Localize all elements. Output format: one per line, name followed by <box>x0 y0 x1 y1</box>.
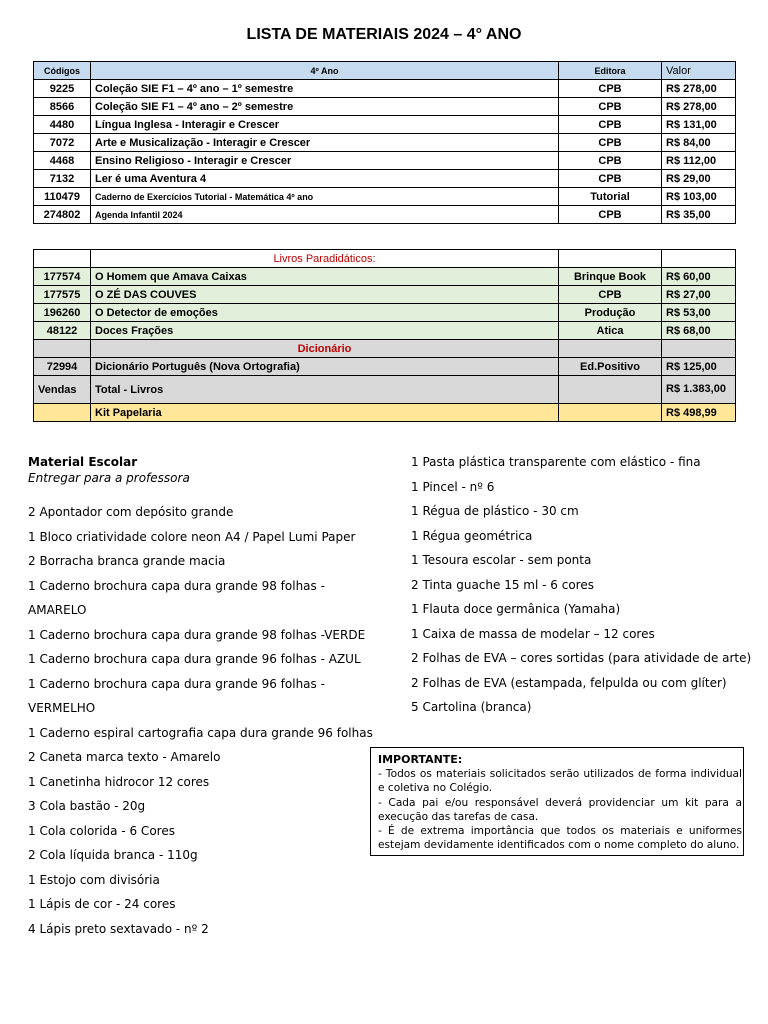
list-item: 4 Lápis preto sextavado - nº 2 <box>28 921 209 936</box>
material-heading-block <box>28 455 190 485</box>
row-title: Doces Frações <box>91 322 559 340</box>
row-publisher: CPB <box>559 206 662 224</box>
row-title: Agenda Infantil 2024 <box>91 206 559 224</box>
row-title: O Homem que Amava Caixas <box>91 268 559 286</box>
row-title: O ZÉ DAS COUVES <box>91 286 559 304</box>
list-item: AMARELO <box>28 603 87 617</box>
row-publisher: CPB <box>559 116 662 134</box>
row-title: Coleção SIE F1 – 4º ano – 1º semestre <box>91 80 559 98</box>
row-title: Ensino Religioso - Interagir e Crescer <box>91 152 559 170</box>
list-item: 1 Canetinha hidrocor 12 cores <box>28 774 210 789</box>
table-row <box>34 206 736 224</box>
important-notice <box>370 747 744 856</box>
row-code: 4468 <box>34 152 91 170</box>
row-price: R$ 60,00 <box>662 268 736 286</box>
list-item: 2 Borracha branca grande macia <box>28 554 226 568</box>
list-item: VERMELHO <box>28 701 96 715</box>
table-header-row <box>34 62 736 80</box>
row-code: 177575 <box>34 286 91 304</box>
row-code: 7132 <box>34 170 91 188</box>
row-price: R$ 103,00 <box>662 188 736 206</box>
row-code: 177574 <box>34 268 91 286</box>
table-row <box>34 98 736 116</box>
row-title: Ler é uma Aventura 4 <box>91 170 559 188</box>
table-row <box>34 188 736 206</box>
paradidatic-table <box>33 249 736 422</box>
row-price: R$ 53,00 <box>662 304 736 322</box>
row-title: Dicionário Português (Nova Ortografia) <box>91 358 559 376</box>
row-code: 196260 <box>34 304 91 322</box>
total-name: Total - Livros <box>91 376 559 404</box>
row-publisher: CPB <box>559 80 662 98</box>
total-row <box>34 376 736 404</box>
material-subheading: Entregar para a professora <box>28 471 190 485</box>
total-price-text: R$ 1.383,00 <box>666 383 726 395</box>
row-code: 48122 <box>34 322 91 340</box>
row-price: R$ 131,00 <box>662 116 736 134</box>
list-item: 1 Bloco criatividade colore neon A4 / Papel Lumi Paper <box>28 529 356 544</box>
table-row <box>34 322 736 340</box>
row-code: 4480 <box>34 116 91 134</box>
list-item: 1 Estojo com divisória <box>28 872 160 887</box>
notice-line: - Todos os materiais solicitados serão utilizados de forma individual e coletiva no Colégio. <box>378 768 742 795</box>
list-item: 1 Caderno brochura capa dura grande 98 folhas - <box>28 578 325 593</box>
table-row <box>34 116 736 134</box>
list-item: 1 Tesoura escolar - sem ponta <box>411 553 592 567</box>
total-price <box>662 376 736 404</box>
kit-row <box>34 404 736 422</box>
row-publisher: Atica <box>559 322 662 340</box>
row-publisher: Ed.Positivo <box>559 358 662 376</box>
list-item: 5 Cartolina (branca) <box>411 700 532 714</box>
row-code: 8566 <box>34 98 91 116</box>
row-publisher: Tutorial <box>559 188 662 206</box>
list-item: 1 Flauta doce germânica (Yamaha) <box>411 602 621 616</box>
row-code: 274802 <box>34 206 91 224</box>
row-code: 9225 <box>34 80 91 98</box>
row-title: Arte e Musicalização - Interagir e Crescer <box>91 134 559 152</box>
list-item: 1 Cola colorida - 6 Cores <box>28 823 175 838</box>
header-value: Valor <box>662 62 736 80</box>
list-item: 3 Cola bastão - 20g <box>28 799 146 813</box>
row-code: 72994 <box>34 358 91 376</box>
table-row <box>34 286 736 304</box>
list-item: 1 Pasta plástica transparente com elástico - fina <box>411 455 701 469</box>
row-publisher: Brinque Book <box>559 268 662 286</box>
row-publisher: CPB <box>559 286 662 304</box>
row-publisher: Produção <box>559 304 662 322</box>
dictionary-section-row <box>34 340 736 358</box>
list-item: 2 Tinta guache 15 ml - 6 cores <box>411 577 594 592</box>
table-row <box>34 170 736 188</box>
table-row <box>34 304 736 322</box>
table-row <box>34 80 736 98</box>
list-item: 2 Caneta marca texto - Amarelo <box>28 750 221 764</box>
paradidatic-section-row <box>34 250 736 268</box>
kit-name: Kit Papelaria <box>91 404 559 422</box>
total-label: Vendas <box>34 376 91 404</box>
row-publisher: CPB <box>559 152 662 170</box>
list-item: 1 Régua geométrica <box>411 528 533 543</box>
paradidatic-section-label: Livros Paradidáticos: <box>91 250 559 268</box>
row-price: R$ 278,00 <box>662 80 736 98</box>
material-list-left <box>28 500 373 941</box>
list-item: 2 Cola líquida branca - 110g <box>28 848 198 862</box>
notice-line: - Cada pai e/ou responsável deverá providenciar um kit para a execução das tarefas de casa. <box>378 796 742 823</box>
notice-title: IMPORTANTE: <box>378 753 463 766</box>
row-title: Língua Inglesa - Interagir e Crescer <box>91 116 559 134</box>
textbooks-table <box>33 61 736 224</box>
list-item: 1 Lápis de cor - 24 cores <box>28 897 176 911</box>
list-item: 1 Pincel - nº 6 <box>411 479 495 494</box>
list-item: 2 Folhas de EVA – cores sortidas (para atividade de arte) <box>411 651 752 665</box>
list-item: 1 Caderno brochura capa dura grande 96 folhas - AZUL <box>28 652 361 666</box>
row-title: Coleção SIE F1 – 4º ano – 2º semestre <box>91 98 559 116</box>
table-row <box>34 268 736 286</box>
list-item: 2 Folhas de EVA (estampada, felpulda ou com glíter) <box>411 675 727 690</box>
row-price: R$ 29,00 <box>662 170 736 188</box>
row-code: 7072 <box>34 134 91 152</box>
list-item: 1 Caderno brochura capa dura grande 98 folhas -VERDE <box>28 627 366 642</box>
table-row <box>34 358 736 376</box>
notice-line: - É de extrema importância que todos os materiais e uniformes estejam devidamente identificados com o nome completo do aluno. <box>378 825 742 852</box>
row-publisher: CPB <box>559 170 662 188</box>
list-item: 1 Caderno espiral cartografia capa dura grande 96 folhas <box>28 725 373 740</box>
list-item: 1 Caixa de massa de modelar – 12 cores <box>411 626 655 641</box>
dictionary-section-label: Dicionário <box>91 340 559 358</box>
material-heading: Material Escolar <box>28 455 138 469</box>
row-publisher: CPB <box>559 134 662 152</box>
list-item: 1 Caderno brochura capa dura grande 96 folhas - <box>28 676 325 691</box>
row-price: R$ 84,00 <box>662 134 736 152</box>
header-publisher: Editora <box>559 62 662 80</box>
header-codes: Códigos <box>34 62 91 80</box>
list-item: 1 Régua de plástico - 30 cm <box>411 504 579 518</box>
row-price: R$ 35,00 <box>662 206 736 224</box>
material-list-right <box>411 450 751 720</box>
row-price: R$ 68,00 <box>662 322 736 340</box>
row-price: R$ 112,00 <box>662 152 736 170</box>
kit-price: R$ 498,99 <box>662 404 736 422</box>
row-price: R$ 278,00 <box>662 98 736 116</box>
header-grade: 4º Ano <box>91 62 559 80</box>
row-publisher: CPB <box>559 98 662 116</box>
table-row <box>34 134 736 152</box>
table-row <box>34 152 736 170</box>
row-title: O Detector de emoções <box>91 304 559 322</box>
row-price: R$ 27,00 <box>662 286 736 304</box>
page-title: LISTA DE MATERIAIS 2024 – 4° ANO <box>246 26 522 43</box>
row-price: R$ 125,00 <box>662 358 736 376</box>
list-item: 2 Apontador com depósito grande <box>28 505 234 519</box>
row-code: 110479 <box>34 188 91 206</box>
row-title: Caderno de Exercícios Tutorial - Matemática 4º ano <box>91 188 559 206</box>
